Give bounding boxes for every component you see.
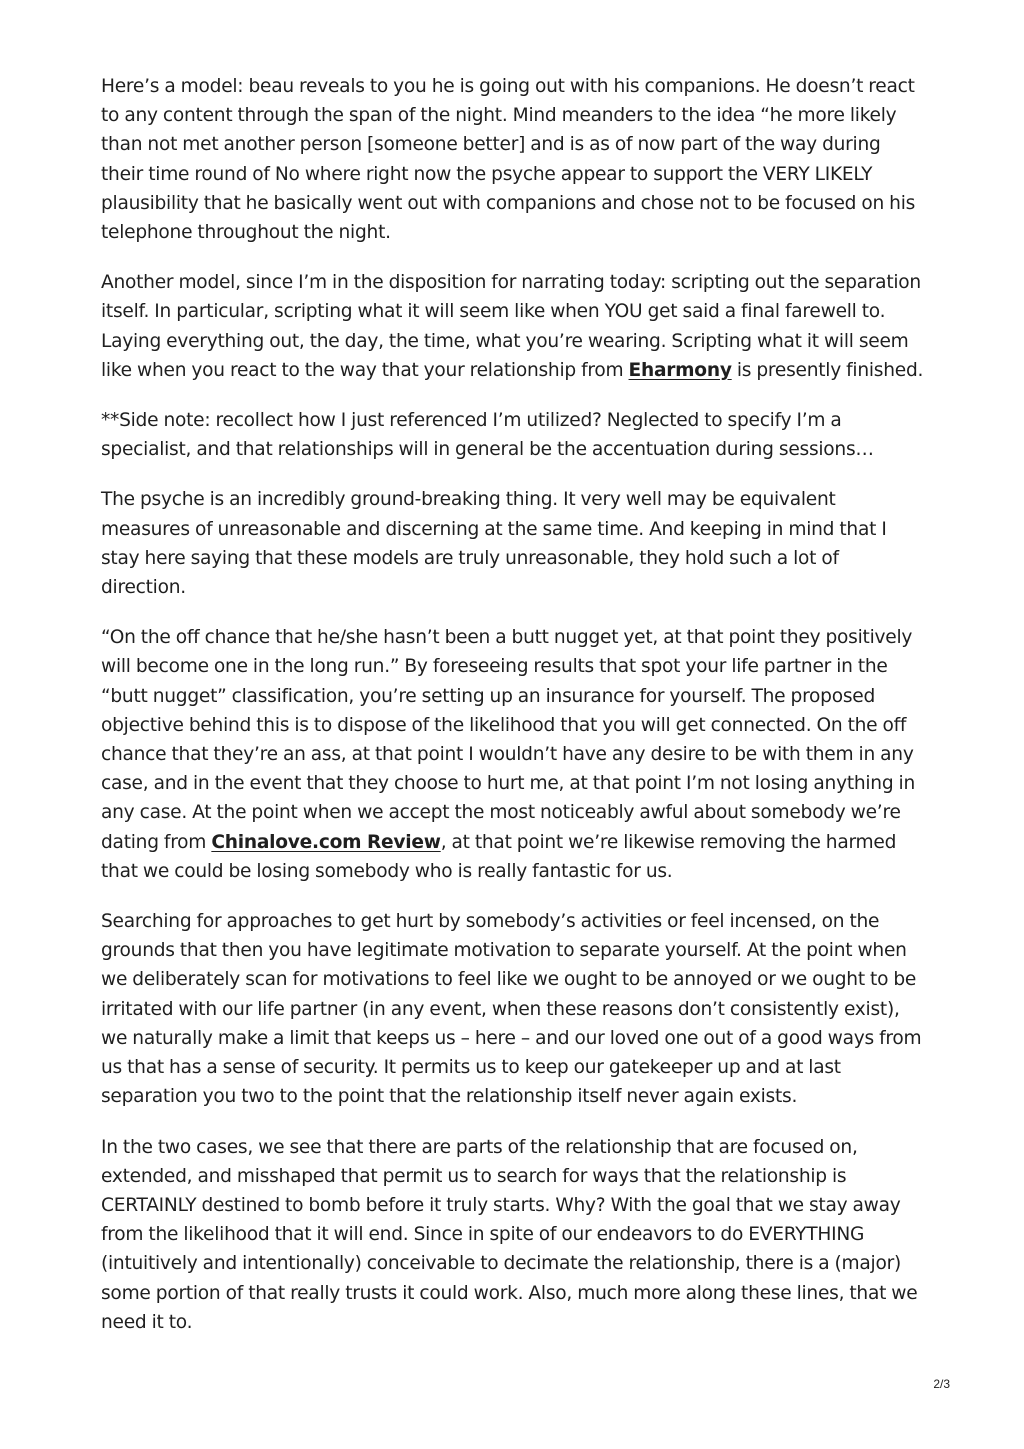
paragraph-5-text-after: , at that point we’re likewise removing the harmed that we could be losing somebody who is really fantastic for us. [101, 831, 897, 882]
paragraph-4 [101, 485, 927, 602]
paragraph-6-text: Searching for approaches to get hurt by somebody’s activities or feel incensed, on the grounds that then you have legitimate motivation to separate yourself. At the point when we deliberately scan for motivations to feel like we ought to be annoyed or we ought to be irritated with our life partner (in any event, when these reasons don’t consistently exist), we naturally make a limit that keeps us – here – and our loved one out of a good ways from us that has a sense of security. It permits us to keep our gatekeeper up and at last separation you two to the point that the relationship itself never again exists. [101, 911, 922, 1108]
paragraph-7 [101, 1133, 927, 1337]
eharmony-link[interactable]: Eharmony [628, 359, 732, 381]
paragraph-2-text-after: is presently finished. [731, 359, 924, 381]
document-body [101, 72, 927, 1358]
paragraph-3-text: **Side note: recollect how I just referenced I’m utilized? Neglected to specify I’m a specialist, and that relationships will in general be the accentuation during sessions… [101, 410, 874, 461]
paragraph-5-text-before: “On the off chance that he/she hasn’t been a butt nugget yet, at that point they positively will become one in the long run.” By foreseeing results that spot your life partner in the “butt nugget” classification, you’re setting up an insurance for yourself. The proposed objective behind this is to dispose of the likelihood that you will get connected. On the off chance that they’re an ass, at that point I wouldn’t have any desire to be with them in any case, and in the event that they choose to hurt me, at that point I’m not losing anything in any case. At the point when we accept the most noticeably awful about somebody we’re dating from [101, 627, 916, 853]
paragraph-1 [101, 72, 927, 247]
paragraph-2-text-before: Another model, since I’m in the disposition for narrating today: scripting out the separation itself. In particular, scripting what it will seem like when YOU get said a final farewell to. Laying everything out, the day, the time, what you’re wearing. Scripting what it will seem like when you react to the way that your relationship from [101, 272, 921, 381]
paragraph-3 [101, 406, 927, 464]
paragraph-7-text: In the two cases, we see that there are parts of the relationship that are focused on, extended, and misshaped that permit us to search for ways that the relationship is CERTAINLY destined to bomb before it truly starts. Why? With the goal that we stay away from the likelihood that it will end. Since in spite of our endeavors to do EVERYTHING (intuitively and intentionally) conceivable to decimate the relationship, there is a (major) some portion of that really trusts it could work. Also, much more along these lines, that we need it to. [101, 1136, 918, 1333]
chinalove-review-link[interactable]: Chinalove.com Review [211, 831, 441, 853]
paragraph-1-text: Here’s a model: beau reveals to you he is going out with his companions. He doesn’t react to any content through the span of the night. Mind meanders to the idea “he more likely than not met another person [someone better] and is as of now part of the way during their time round of No where right now the psyche appear to support the VERY LIKELY plausibility that he basically went out with companions and chose not to be focused on his telephone throughout the night. [101, 76, 916, 244]
paragraph-6 [101, 907, 927, 1111]
paragraph-5 [101, 623, 927, 886]
page-number: 2/3 [933, 1377, 950, 1391]
paragraph-4-text: The psyche is an incredibly ground-breaking thing. It very well may be equivalent measures of unreasonable and discerning at the same time. And keeping in mind that I stay here saying that these models are truly unreasonable, they hold such a lot of direction. [101, 489, 887, 599]
paragraph-2 [101, 268, 927, 385]
